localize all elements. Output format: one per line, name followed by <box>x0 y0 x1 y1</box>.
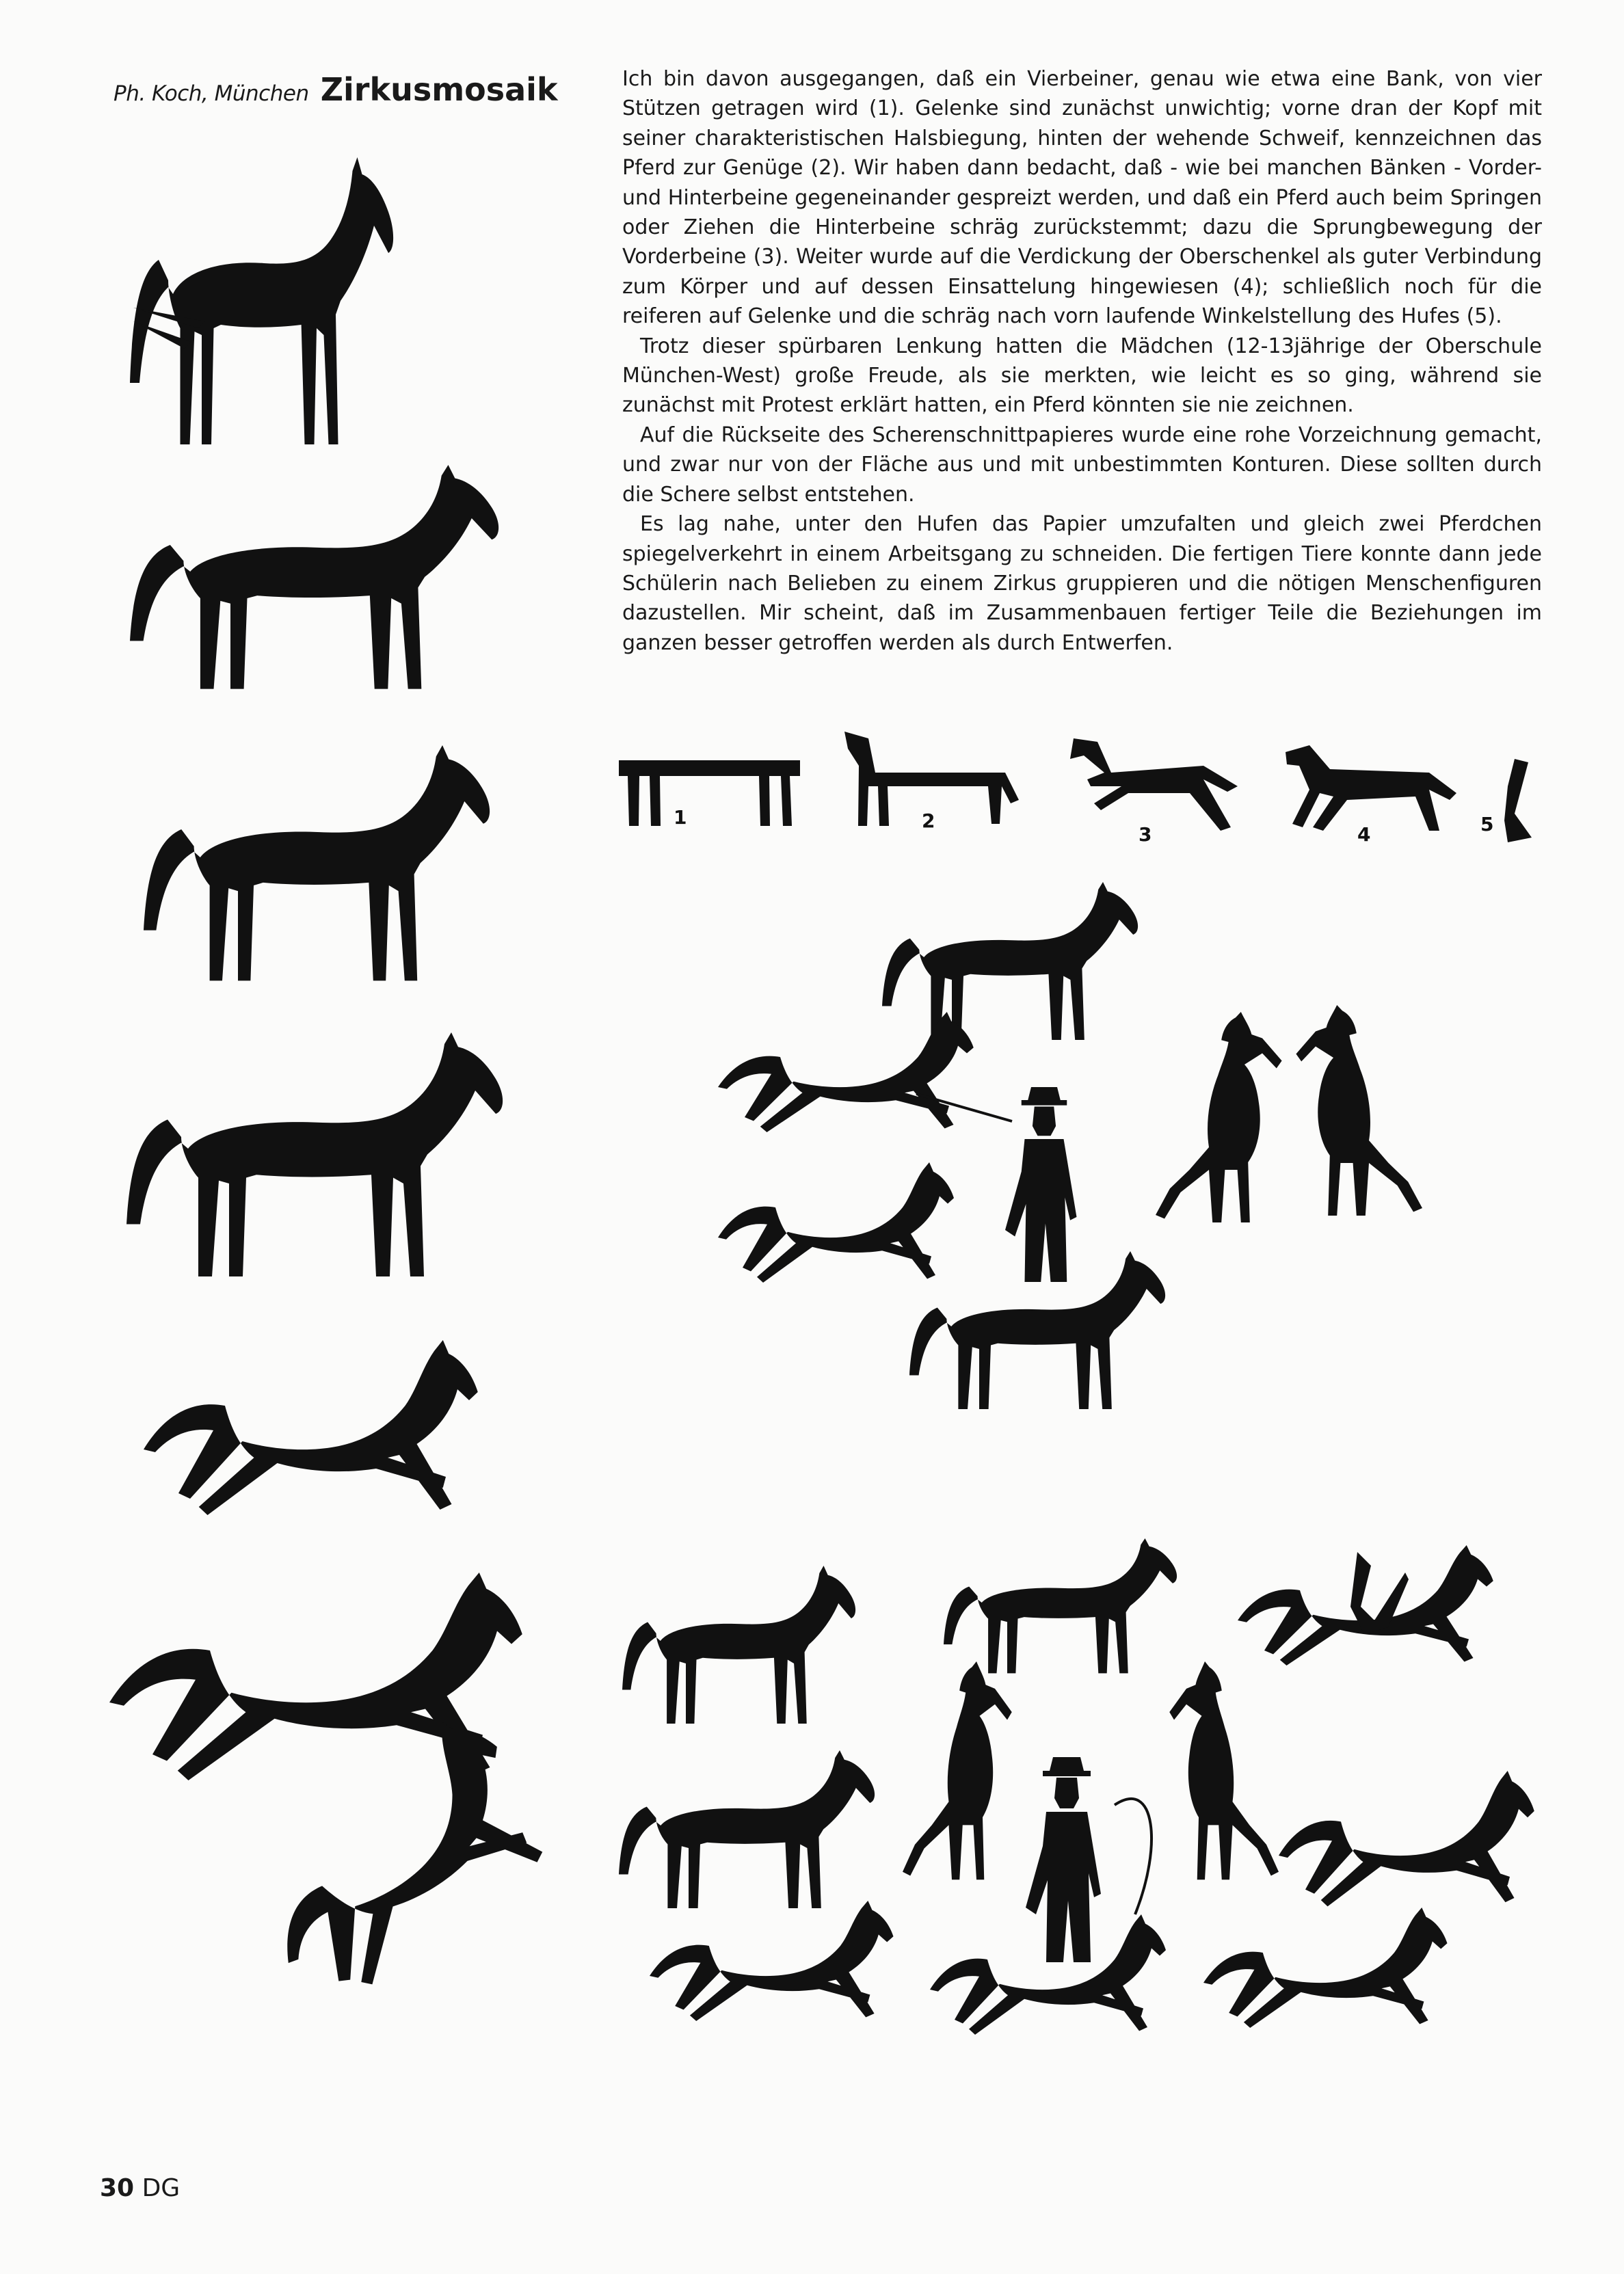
step-1-bench <box>619 760 800 829</box>
horse-silhouette-3 <box>144 745 490 980</box>
step-3-horse <box>1070 738 1238 846</box>
horse-silhouette-5 <box>144 1340 478 1515</box>
article-title: Zirkusmosaik <box>320 71 558 108</box>
step-label-1: 1 <box>674 806 687 829</box>
paragraph-3: Auf die Rückseite des Scherenschnittpapieres wurde eine rohe Vorzeichnung gemacht, und zwar nur von der Fläche aus und mit unbestimmten Konturen. Diese sollten durch die Schere selbst entstehen. <box>622 423 1542 507</box>
author-name: Ph. Koch, München <box>114 81 309 106</box>
paragraph-2: Trotz dieser spürbaren Lenkung hatten die Mädchen (12-13jährige der Oberschule München-West) große Freude, als sie merkten, wie leicht es so ging, während sie zunächst mit Protest erklärt hatten, ein Pferd könnten sie nie zeichnen. <box>622 334 1542 418</box>
page-number: 30 <box>100 2174 135 2202</box>
step-label-3: 3 <box>1139 823 1152 846</box>
paragraph-4: Es lag nahe, unter den Hufen das Papier umzufalten und gleich zwei Pferdchen spiegelverkehrt in einem Arbeitsgang zu schneiden. Die fertigen Tiere konnte dann jede Schülerin nach Belieben zu einem Zirkus gruppieren und die nötigen Menschenfiguren dazustellen. Mir scheint, daß im Zusammenbauen fertiger Teile die Beziehungen im ganzen besser getroffen werden als durch Entwerfen. <box>622 512 1542 655</box>
horse-silhouette-4 <box>127 1032 503 1276</box>
step-label-4: 4 <box>1357 823 1371 846</box>
step-sequence <box>619 732 1532 846</box>
horse-silhouette-7 <box>226 1704 568 2017</box>
step-label-2: 2 <box>922 810 935 832</box>
page-footer <box>100 2174 180 2202</box>
journal-name: DG <box>142 2174 181 2202</box>
circus-group-middle <box>718 882 1422 1409</box>
step-4-horse <box>1286 745 1456 846</box>
paragraph-1: Ich bin davon ausgegangen, daß ein Vierbeiner, genau wie etwa eine Bank, von vier Stützen getragen wird (1). Gelenke sind zunächst unwichtig; vorne dran der Kopf mit seiner charakteristischen Halsbiegung, hinten der wehende Schweif, kennzeichnen das Pferd zur Genüge (2). Wir haben dann bedacht, daß - wie bei manchen Bänken - Vorder- und Hinterbeine gegeneinander gespreizt werden, und daß ein Pferd auch beim Springen oder Ziehen die Hinterbeine schräg zurückstemmt; dazu die Sprungbewegung der Vorderbeine (3). Weiter wurde auf die Verdickung der Oberschenkel als guter Verbindung zum Körper und auf dessen Einsattelung hingewiesen (4); schließlich noch für die reiferen auf Gelenke und die schräg nach vorn laufende Winkelstellung des Hufes (5). <box>622 67 1542 329</box>
horse-silhouette-1 <box>130 157 393 444</box>
horse-silhouette-2 <box>130 465 498 689</box>
step-label-5: 5 <box>1480 813 1494 835</box>
circus-group-bottom <box>619 1538 1534 2035</box>
step-2-horse <box>844 732 1019 832</box>
step-5-hoof <box>1480 759 1532 842</box>
